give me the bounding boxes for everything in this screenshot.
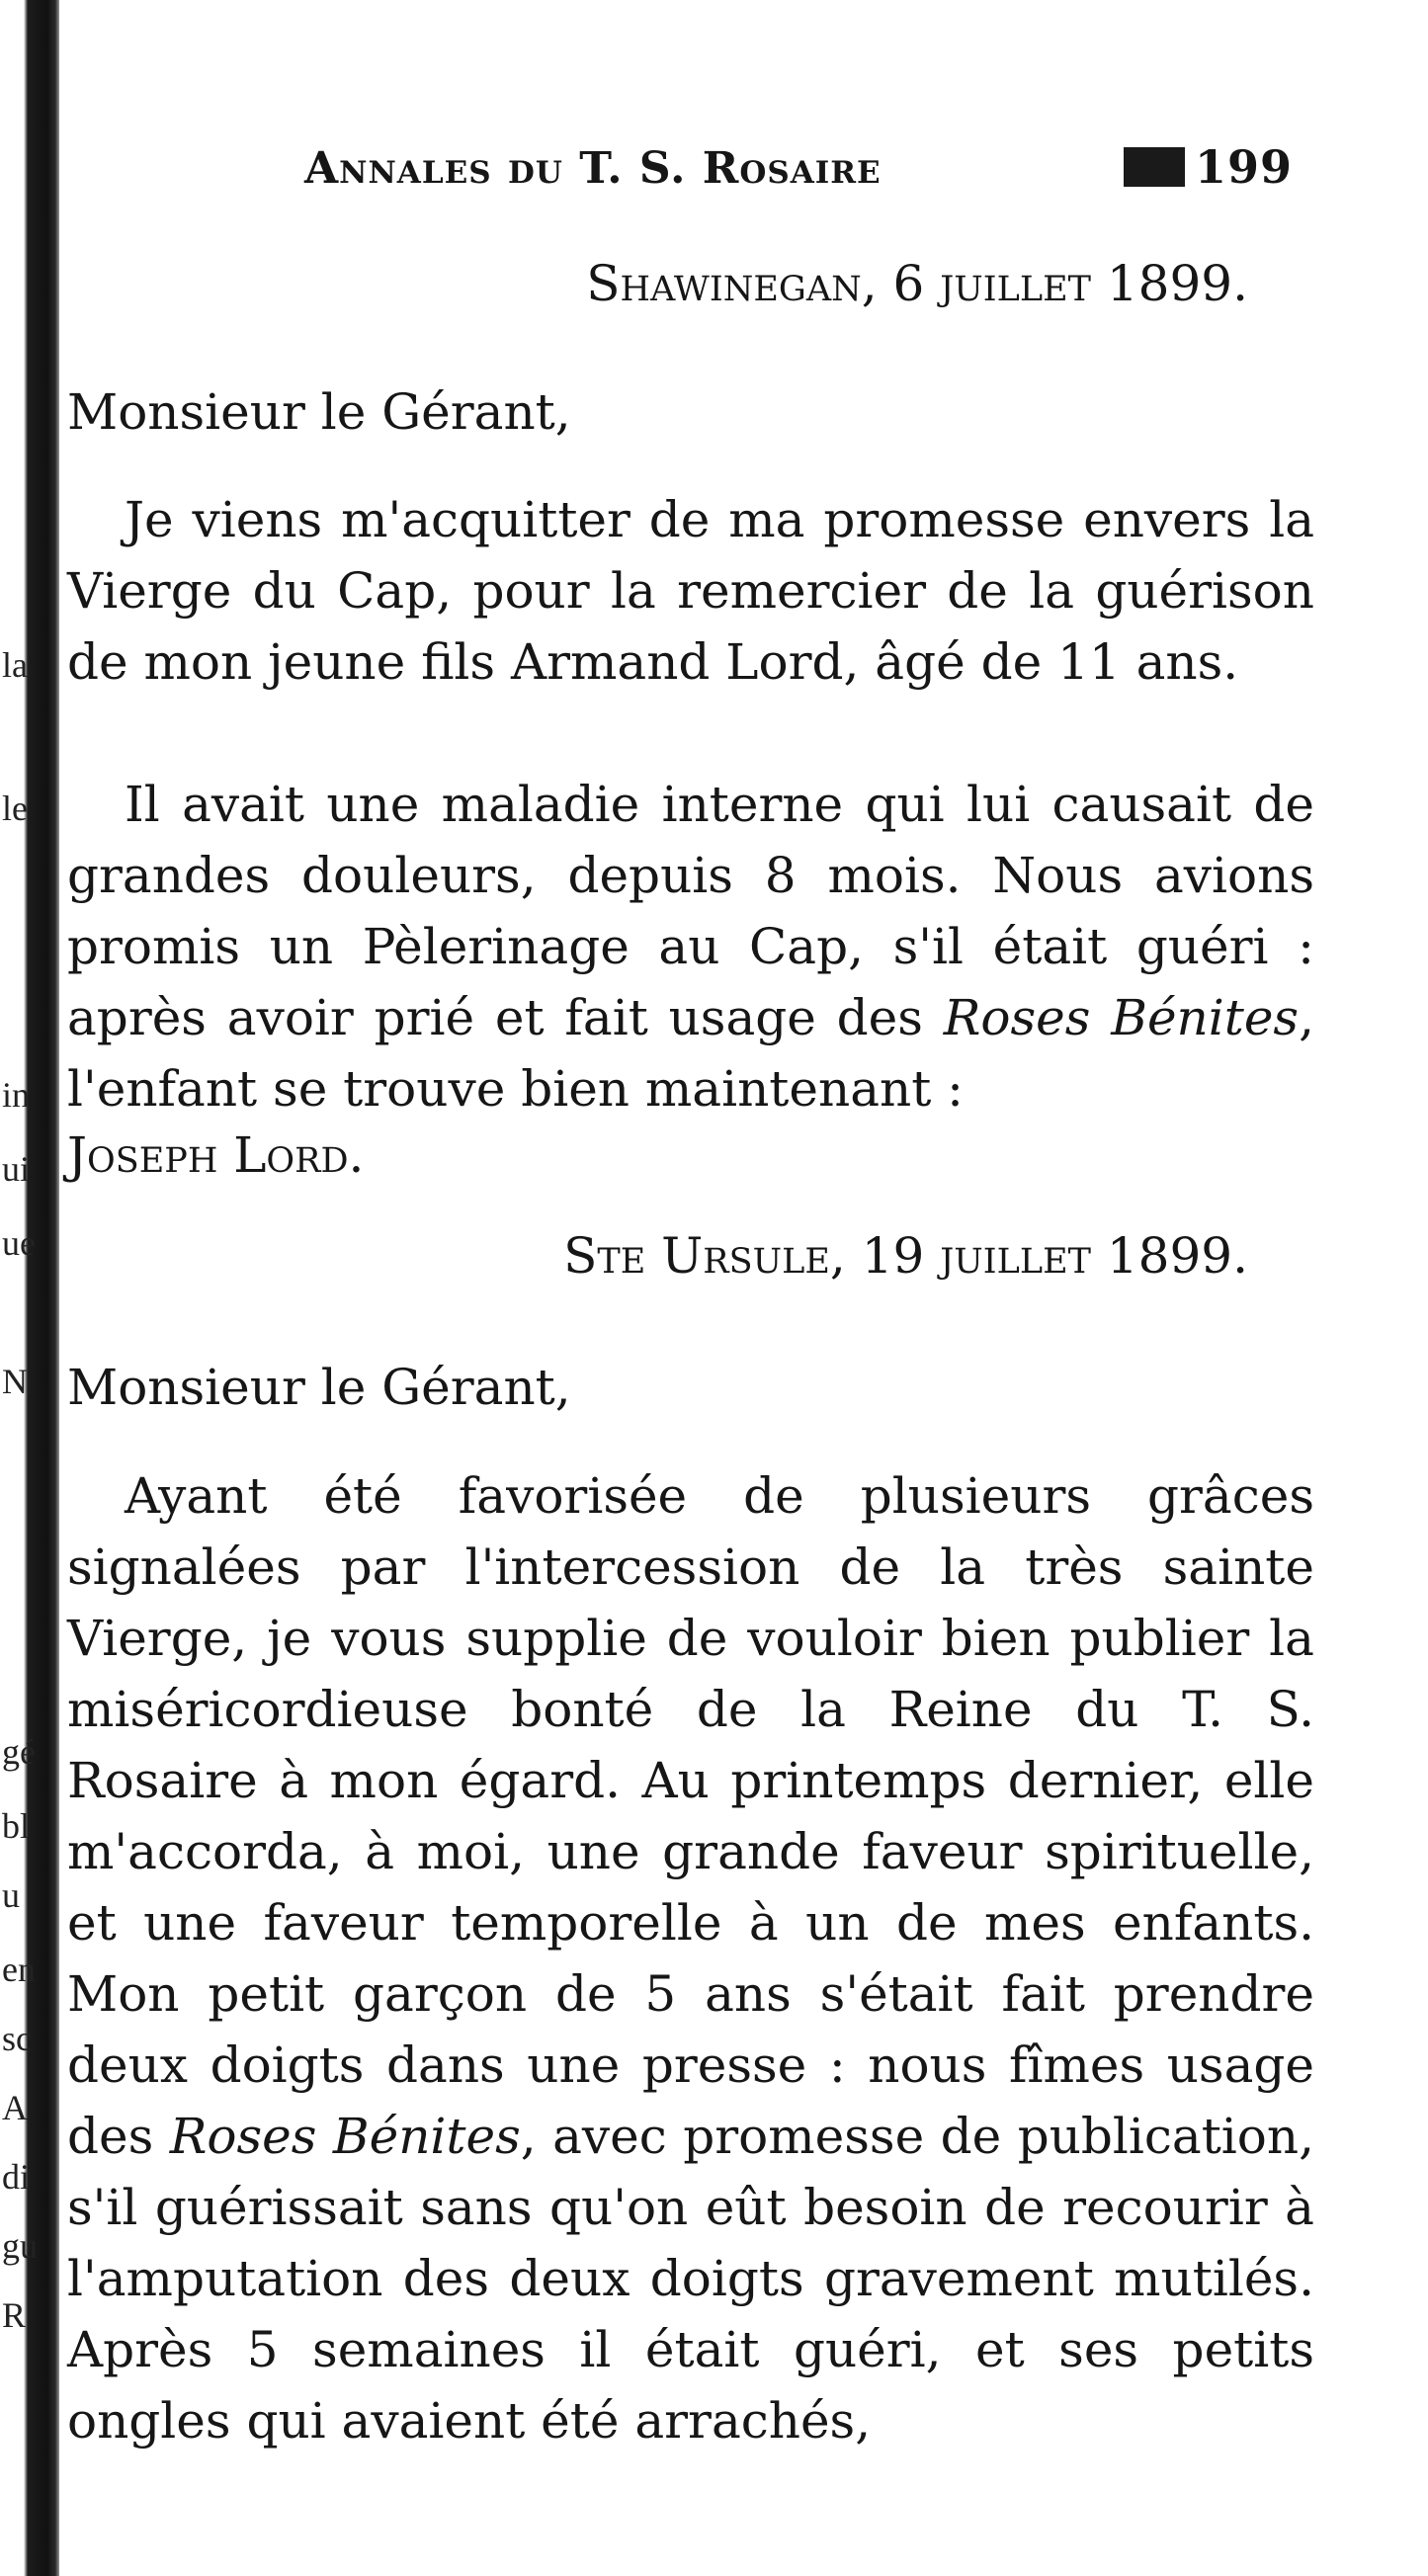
letter-2-paragraph-1 bbox=[67, 1460, 1314, 2456]
margin-fragment: di bbox=[2, 2157, 31, 2197]
letter-1-paragraph-2-tail: , l'enfant se trouve bien maintenant : bbox=[67, 989, 1314, 1118]
margin-fragment: la bbox=[2, 645, 28, 685]
margin-fragment: bl bbox=[2, 1806, 31, 1846]
letter-1-paragraph-2 bbox=[67, 769, 1314, 1124]
letter-1-paragraph-1: Je viens m'acquitter de ma promesse envers la Vierge du Cap, pour la remercier de la guérison de mon jeune fils Armand Lord, âgé de 11 ans. bbox=[67, 491, 1314, 691]
letter-2-salutation: Monsieur le Gérant, bbox=[67, 1359, 571, 1416]
margin-fragment: ui bbox=[2, 1149, 31, 1189]
running-head-title: Annales du T. S. Rosaire bbox=[304, 143, 882, 194]
margin-fragment: ue bbox=[2, 1223, 36, 1263]
margin-fragment: N bbox=[2, 1362, 28, 1401]
running-head bbox=[304, 140, 1293, 194]
margin-fragment: sc bbox=[2, 2019, 32, 2058]
letter-2-paragraph-tail: , avec promesse de publication, s'il guérissait sans qu'on eût besoin de recourir à l'amputation des deux doigts gravement mutilés. Après 5 semaines il était guéri, et ses petits ongles qui avaient été arrachés, bbox=[67, 2108, 1314, 2450]
margin-fragment: en bbox=[2, 1950, 36, 1989]
margin-fragment: gé bbox=[2, 1732, 36, 1772]
letter-2-italic-roses: Roses Bénites bbox=[169, 2108, 521, 2165]
margin-fragment: gu bbox=[2, 2226, 38, 2266]
book-page bbox=[67, 0, 1317, 2576]
page-number-wrap bbox=[1124, 140, 1293, 194]
margin-fragment: u bbox=[2, 1875, 20, 1915]
letter-1-italic-roses: Roses Bénites bbox=[943, 989, 1300, 1046]
letter-1-paragraph-2-text: Il avait une maladie interne qui lui causait de grandes douleurs, depuis 8 mois. Nous avions promis un Pèlerinage au Cap, s'il était guéri : après avoir prié et fait usage des bbox=[67, 776, 1314, 1046]
margin-fragment: R bbox=[2, 2295, 27, 2335]
letter-1-salutation: Monsieur le Gérant, bbox=[67, 383, 571, 441]
margin-fragment: le bbox=[2, 789, 28, 828]
letter-1-dateline: Shawinegan, 6 juillet 1899. bbox=[586, 255, 1248, 312]
page-number: 199 bbox=[1194, 140, 1293, 194]
letter-2-paragraph-text: Ayant été favorisée de plusieurs grâces signalées par l'intercession de la très sainte Vierge, je vous supplie de vouloir bien publier la miséricordieuse bonté de la Reine du T. S. Rosaire à mon égard. Au printemps dernier, elle m'accorda, à moi, une grande faveur spirituelle, et une faveur temporelle à un de mes enfants. Mon petit garçon de 5 ans s'était fait prendre deux doigts dans une presse : nous fîmes usage des bbox=[67, 1467, 1314, 2165]
margin-fragment: A bbox=[2, 2088, 28, 2127]
ink-blot bbox=[1124, 147, 1185, 187]
letter-2-dateline: Ste Ursule, 19 juillet 1899. bbox=[563, 1227, 1248, 1285]
margin-fragment: in bbox=[2, 1075, 31, 1115]
letter-1-signature: Joseph Lord. bbox=[67, 1126, 365, 1184]
